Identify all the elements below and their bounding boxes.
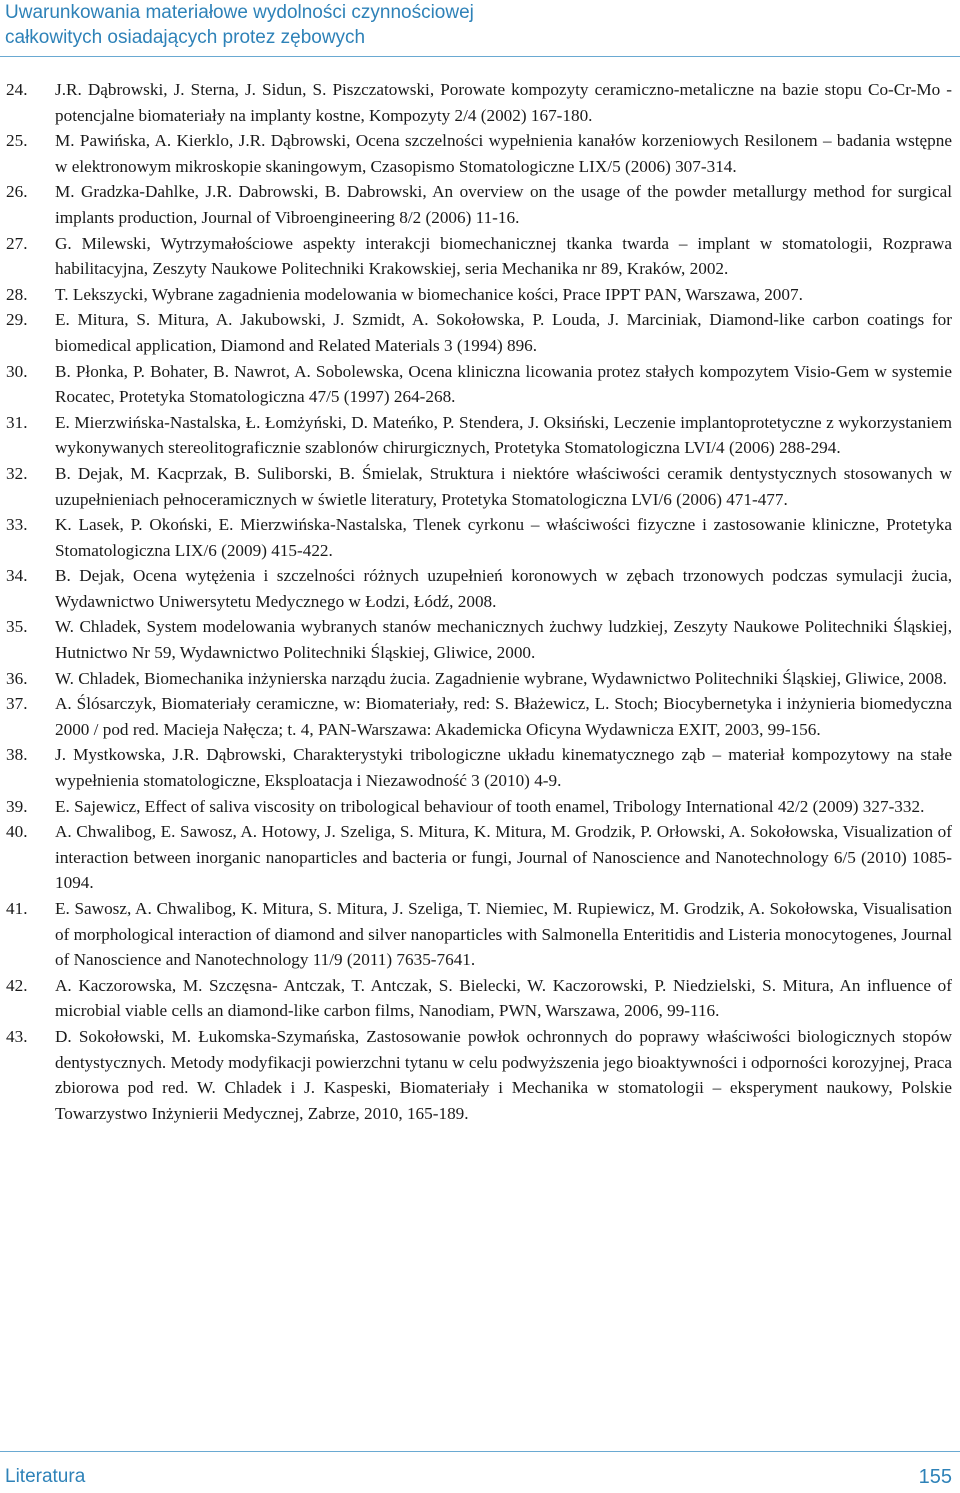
reference-number: 33.	[6, 515, 28, 535]
reference-item	[6, 742, 952, 793]
reference-item	[6, 691, 952, 742]
reference-number: 42.	[6, 975, 28, 995]
reference-item	[6, 614, 952, 665]
reference-text: T. Lekszycki, Wybrane zagadnienia modelowania w biomechanice kości, Prace IPPT PAN, Warszawa, 2007.	[55, 284, 803, 304]
reference-number: 26.	[6, 182, 28, 202]
reference-text: E. Mierzwińska-Nastalska, Ł. Łomżyński, D. Mateńko, P. Stendera, J. Oksiński, Leczenie implantoprotetyczne z wykorzystaniem wykonywanych stereolitograficznie szablonów chirurgicznych, Protetyka Stomatologiczna LVI/4 (2006) 288-294.	[55, 412, 952, 458]
reference-number: 30.	[6, 361, 28, 381]
reference-number: 41.	[6, 899, 28, 918]
reference-item	[6, 128, 952, 179]
reference-text: J. Mystkowska, J.R. Dąbrowski, Charakterystyki tribologiczne układu kinematycznego ząb – materiał kompozytowy na stałe wypełnienia stomatologiczne, Eksploatacja i Niezawodność 3 (2010) 4-9.	[55, 745, 952, 791]
header-title-line-1: Uwarunkowania materiałowe wydolności czynnościowej	[5, 2, 474, 23]
reference-item	[6, 77, 952, 128]
reference-number: 34.	[6, 566, 28, 586]
reference-text: E. Sawosz, A. Chwalibog, K. Mitura, S. Mitura, J. Szeliga, T. Niemiec, M. Rupiewicz, M. Grodzik, A. Sokołowska, Visualisation of morphological interaction of diamond and silver nanoparticles with Salmonella Enteritidis and Listeria monocytogenes, Journal of Nanoscience and Nanotechnology 11/9 (2011) 7635-7641.	[55, 899, 952, 970]
reference-text: A. Chwalibog, E. Sawosz, A. Hotowy, J. Szeliga, S. Mitura, K. Mitura, M. Grodzik, P. Orłowski, A. Sokołowska, Visualization of interaction between inorganic nanoparticles and bacteria or fungi, Journal of Nanoscience and Nanotechnology 6/5 (2010) 1085-1094.	[55, 822, 952, 893]
reference-number: 40.	[6, 822, 28, 842]
reference-text: B. Płonka, P. Bohater, B. Nawrot, A. Sobolewska, Ocena kliniczna licowania protez stałych kompozytem Visio-Gem w systemie Rocatec, Protetyka Stomatologiczna 47/5 (1997) 264-268.	[55, 361, 952, 407]
reference-item	[6, 512, 952, 563]
reference-item	[6, 410, 952, 461]
reference-item	[6, 282, 952, 308]
reference-text: G. Milewski, Wytrzymałościowe aspekty interakcji biomechanicznej tkanka twarda – implant w stomatologii, Rozprawa habilitacyjna, Zeszyty Naukowe Politechniki Krakowskiej, seria Mechanika nr 89, Kraków, 2002.	[55, 233, 952, 279]
reference-item	[6, 307, 952, 358]
reference-item	[6, 231, 952, 282]
reference-text: M. Gradzka-Dahlke, J.R. Dabrowski, B. Dabrowski, An overview on the usage of the powder metallurgy method for surgical implants production, Journal of Vibroengineering 8/2 (2006) 11-16.	[55, 182, 952, 227]
reference-item	[6, 896, 952, 973]
header-divider	[0, 56, 960, 57]
reference-number: 37.	[6, 694, 28, 714]
reference-list	[6, 77, 952, 1126]
reference-number: 27.	[6, 233, 28, 253]
reference-text: E. Sajewicz, Effect of saliva viscosity on tribological behaviour of tooth enamel, Tribology International 42/2 (2009) 327-332.	[55, 796, 925, 816]
reference-text: M. Pawińska, A. Kierklo, J.R. Dąbrowski, Ocena szczelności wypełnienia kanałów korzeniowych Resilonem – badania wstępne w elektronowym mikroskopie skaningowym, Czasopismo Stomatologiczne LIX/5 (2006) 307-314.	[55, 131, 952, 176]
reference-number: 39.	[6, 796, 28, 816]
reference-item	[6, 1024, 952, 1126]
reference-item	[6, 179, 952, 230]
reference-text: W. Chladek, Biomechanika inżynierska narządu żucia. Zagadnienie wybrane, Wydawnictwo Politechniki Śląskiej, Gliwice, 2008.	[55, 668, 947, 688]
footer-section-label: Literatura	[5, 1466, 86, 1487]
running-header	[5, 0, 945, 50]
reference-number: 32.	[6, 463, 28, 483]
reference-text: A. Kaczorowska, M. Szczęsna- Antczak, T. Antczak, S. Bielecki, W. Kaczorowski, P. Niedzielski, S. Mitura, An influence of microbial viable cells an diamond-like carbon films, Nanodiam, PWN, Warszawa, 2006, 99-116.	[55, 975, 952, 1021]
reference-number: 29.	[6, 310, 28, 330]
reference-item	[6, 563, 952, 614]
reference-text: W. Chladek, System modelowania wybranych stanów mechanicznych żuchwy ludzkiej, Zeszyty Naukowe Politechniki Śląskiej, Hutnictwo Nr 59, Wydawnictwo Politechniki Śląskiej, Gliwice, 2000.	[55, 617, 952, 663]
header-title-line-2: całkowitych osiadających protez zębowych	[5, 27, 366, 48]
reference-number: 28.	[6, 284, 28, 304]
footer-divider	[0, 1451, 960, 1452]
reference-number: 25.	[6, 131, 28, 151]
reference-text: J.R. Dąbrowski, J. Sterna, J. Sidun, S. Piszczatowski, Porowate kompozyty ceramiczno-metaliczne na bazie stopu Co-Cr-Mo - potencjalne biomateriały na implanty kostne, Kompozyty 2/4 (2002) 167-180.	[55, 80, 952, 125]
reference-number: 36.	[6, 668, 28, 688]
reference-item	[6, 666, 952, 692]
reference-text: B. Dejak, Ocena wytężenia i szczelności różnych uzupełnień koronowych w zębach trzonowych podczas symulacji żucia, Wydawnictwo Uniwersytetu Medycznego w Łodzi, Łódź, 2008.	[55, 566, 952, 611]
reference-number: 31.	[6, 412, 28, 432]
reference-number: 38.	[6, 745, 28, 765]
reference-text: E. Mitura, S. Mitura, A. Jakubowski, J. Szmidt, A. Sokołowska, P. Louda, J. Marciniak, Diamond-like carbon coatings for biomedical application, Diamond and Related Materials 3 (1994) 896.	[55, 310, 952, 355]
reference-item	[6, 973, 952, 1024]
reference-item	[6, 819, 952, 896]
page-number: 155	[918, 1466, 952, 1488]
reference-text: A. Ślósarczyk, Biomateriały ceramiczne, w: Biomateriały, red: S. Błażewicz, L. Stoch; Biocybernetyka i inżynieria biomedyczna 2000 / pod red. Macieja Nałęcza; t. 4, PAN-Warszawa: Akademicka Oficyna Wydawnicza EXIT, 2003, 99-156.	[55, 694, 952, 739]
reference-number: 35.	[6, 617, 28, 637]
reference-text: B. Dejak, M. Kacprzak, B. Suliborski, B. Śmielak, Struktura i niektóre właściwości ceramik dentystycznych stosowanych w uzupełnieniach pełnoceramicznych w świetle literatury, Protetyka Stomatologiczna LVI/6 (2006) 471-477.	[55, 463, 952, 509]
reference-item	[6, 359, 952, 410]
reference-text: D. Sokołowski, M. Łukomska-Szymańska, Zastosowanie powłok ochronnych do poprawy właściwości biologicznych stopów dentystycznych. Metody modyfikacji powierzchni tytanu w celu podwyższenia jego bioaktywności i odporności korozyjnej, Praca zbiorowa pod red. W. Chladek i J. Kaspeski, Biomateriały i Mechanika w stomatologii – eksperyment naukowy, Polskie Towarzystwo Inżynierii Medycznej, Zabrze, 2010, 165-189.	[55, 1026, 952, 1123]
reference-number: 43.	[6, 1026, 28, 1046]
reference-number: 24.	[6, 80, 28, 99]
reference-item	[6, 794, 952, 820]
reference-text: K. Lasek, P. Okoński, E. Mierzwińska-Nastalska, Tlenek cyrkonu – właściwości fizyczne i zastosowanie kliniczne, Protetyka Stomatologiczna LIX/6 (2009) 415-422.	[55, 515, 952, 560]
reference-item	[6, 461, 952, 512]
